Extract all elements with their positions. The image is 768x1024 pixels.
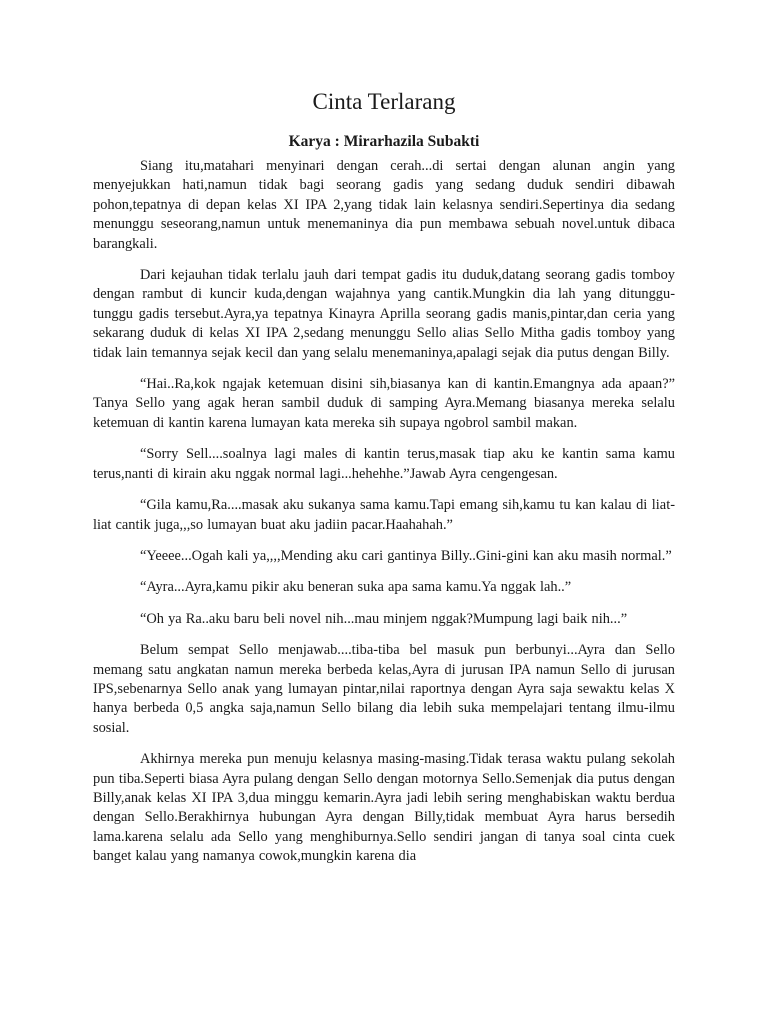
paragraph: “Hai..Ra,kok ngajak ketemuan disini sih,biasanya kan di kantin.Emangnya ada apaan?” Tanya Sello yang agak heran sambil duduk di samping Ayra.Memang biasanya mereka selalu ketemuan di kantin karena lumayan kata mereka sih supaya ngobrol sambil makan. [93, 376, 675, 431]
paragraph: Akhirnya mereka pun menuju kelasnya masing-masing.Tidak terasa waktu pulang sekolah pun tiba.Seperti biasa Ayra pulang dengan Sello dengan motornya Sello.Semenjak dia putus dengan Billy,anak kelas XI IPA 3,dua minggu kemarin.Ayra jadi lebih sering menghabiskan waktu berdua dengan Sello.Berakhirnya hubungan Ayra dengan Billy,tidak membuat Ayra harus bersedih lama.karena selalu ada Sello yang menghiburnya.Sello sendiri jangan di tanya soal cinta cuek banget kalau yang namanya cowok,mungkin karena dia [93, 751, 675, 865]
paragraph: Dari kejauhan tidak terlalu jauh dari tempat gadis itu duduk,datang seorang gadis tomboy dengan rambut di kuncir kuda,dengan wajahnya yang cantik.Mungkin dia lah yang ditunggu-tunggu gadis tersebut.Ayra,ya tepatnya Kinayra Aprilla seorang gadis manis,pintar,dan ceria yang sekarang duduk di kelas XI IPA 2,sedang menunggu Sello alias Sello Mitha gadis tomboy yang tidak lain temannya sejak kecil dan yang selalu menemaninya,apalagi sejak dia putus dengan Billy. [93, 267, 675, 361]
story-title: Cinta Terlarang [312, 89, 456, 114]
paragraph: “Oh ya Ra..aku baru beli novel nih...mau minjem nggak?Mumpung lagi baik nih...” [140, 610, 628, 627]
paragraph: “Yeeee...Ogah kali ya,,,,Mending aku cari gantinya Billy..Gini-gini kan aku masih normal.” [140, 547, 672, 564]
paragraph: “Sorry Sell....soalnya lagi males di kantin terus,masak tiap aku ke kantin sama kamu terus,nanti di kirain aku nggak normal lagi...hehehhe.”Jawab Ayra cengengesan. [93, 446, 675, 482]
paragraph: “Ayra...Ayra,kamu pikir aku beneran suka apa sama kamu.Ya nggak lah..” [140, 579, 572, 596]
story-body [93, 157, 675, 879]
paragraph: Siang itu,matahari menyinari dengan cerah...di sertai dengan alunan angin yang menyejukkan hati,namun tidak bagi seorang gadis yang sedang duduk sendiri dibawah pohon,tepatnya di depan kelas XI IPA 2,yang tidak lain kelasnya sendiri.Sepertinya dia sedang menunggu seseorang,namun untuk menemaninya dia pun membawa sebuah novel.untuk dibaca barangkali. [93, 158, 675, 252]
paragraph: Belum sempat Sello menjawab....tiba-tiba bel masuk pun berbunyi...Ayra dan Sello memang satu angkatan namun mereka berbeda kelas,Ayra di jurusan IPA namun Sello di jurusan IPS,sebenarnya Sello anak yang lumayan pintar,nilai raportnya dengan Ayra saja sewaktu kelas X hanya berbeda 0,5 angka saja,namun Sello bilang dia lebih suka mempelajari tentang ilmu-ilmu sosial. [93, 642, 675, 736]
paragraph: “Gila kamu,Ra....masak aku sukanya sama kamu.Tapi emang sih,kamu tu kan kalau di liat-liat cantik juga,,,so lumayan buat aku jadiin pacar.Haahahah.” [93, 497, 675, 533]
author-line: Karya : Mirarhazila Subakti [288, 133, 480, 150]
